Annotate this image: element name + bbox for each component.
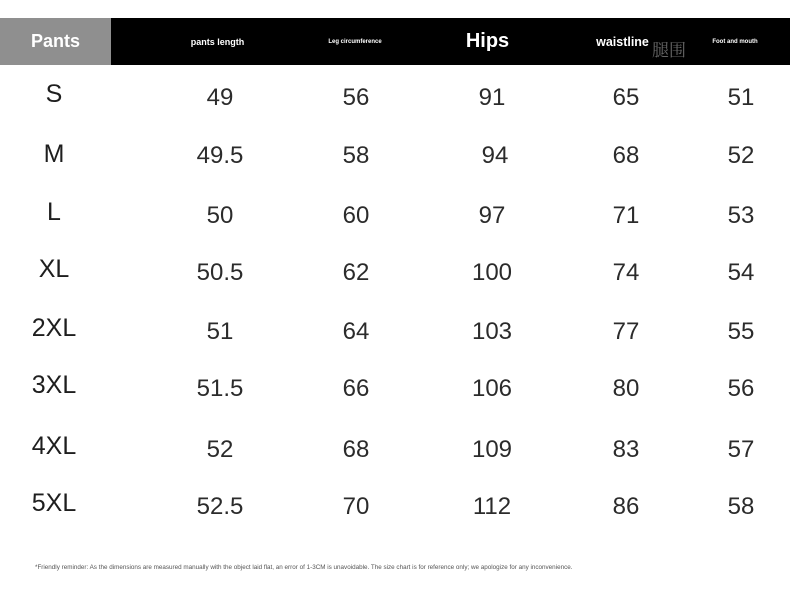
foot-cell: 52	[727, 142, 755, 169]
length-cell: 51	[206, 318, 234, 345]
length-cell: 50.5	[196, 259, 244, 286]
foot-cell: 54	[727, 259, 755, 286]
watermark-text: 腿围	[652, 41, 686, 61]
length-cell: 49	[206, 84, 234, 111]
waist-cell: 77	[612, 318, 640, 345]
size-cell: L	[47, 197, 61, 226]
table-row	[0, 487, 790, 527]
length-cell: 51.5	[196, 375, 244, 402]
size-cell: 2XL	[31, 313, 77, 342]
leg-cell: 56	[342, 84, 370, 111]
waist-cell: 65	[612, 84, 640, 111]
hips-cell: 94	[481, 142, 509, 169]
table-row	[0, 78, 790, 118]
size-cell: XL	[38, 254, 70, 283]
foot-cell: 57	[727, 436, 755, 463]
hips-cell: 91	[478, 84, 506, 111]
size-cell: 5XL	[31, 488, 77, 517]
header-foot-and-mouth: Foot and mouth	[712, 38, 758, 45]
leg-cell: 66	[342, 375, 370, 402]
foot-cell: 55	[727, 318, 755, 345]
length-cell: 50	[206, 202, 234, 229]
hips-cell: 106	[471, 375, 513, 402]
table-row	[0, 369, 790, 409]
header-waistline: waistline	[596, 34, 649, 49]
size-cell: M	[43, 139, 65, 168]
hips-cell: 112	[472, 493, 512, 520]
header-hips: Hips	[465, 30, 510, 52]
hips-cell: 109	[471, 436, 513, 463]
size-cell: 4XL	[31, 431, 77, 460]
leg-cell: 68	[342, 436, 370, 463]
foot-cell: 56	[727, 375, 755, 402]
header-pants-length: pants length	[190, 36, 245, 47]
leg-cell: 64	[342, 318, 370, 345]
waist-cell: 71	[612, 202, 640, 229]
friendly-reminder-note: *Friendly reminder: As the dimensions are measured manually with the object laid flat, an error of 1-3CM is unavoidable. The size chart is for reference only; we apologize for any inconvenience.	[35, 564, 573, 571]
hips-cell: 100	[471, 259, 513, 286]
size-cell: 3XL	[31, 370, 77, 399]
waist-cell: 86	[612, 493, 640, 520]
leg-cell: 62	[342, 259, 370, 286]
foot-cell: 53	[727, 202, 755, 229]
foot-cell: 58	[727, 493, 755, 520]
length-cell: 52.5	[196, 493, 244, 520]
hips-cell: 103	[471, 318, 513, 345]
foot-cell: 51	[727, 84, 755, 111]
header-leg-circumference: Leg circumference	[328, 38, 382, 45]
waist-cell: 74	[612, 259, 640, 286]
leg-cell: 70	[342, 493, 370, 520]
hips-cell: 97	[478, 202, 506, 229]
length-cell: 52	[206, 436, 234, 463]
length-cell: 49.5	[196, 142, 244, 169]
leg-cell: 58	[342, 142, 370, 169]
size-cell: S	[45, 79, 63, 108]
waist-cell: 68	[612, 142, 640, 169]
waist-cell: 83	[612, 436, 640, 463]
header-pants: Pants	[0, 18, 111, 65]
table-row	[0, 430, 790, 470]
table-row	[0, 136, 790, 176]
waist-cell: 80	[612, 375, 640, 402]
table-row	[0, 196, 790, 236]
leg-cell: 60	[342, 202, 370, 229]
table-row	[0, 312, 790, 352]
table-row	[0, 253, 790, 293]
